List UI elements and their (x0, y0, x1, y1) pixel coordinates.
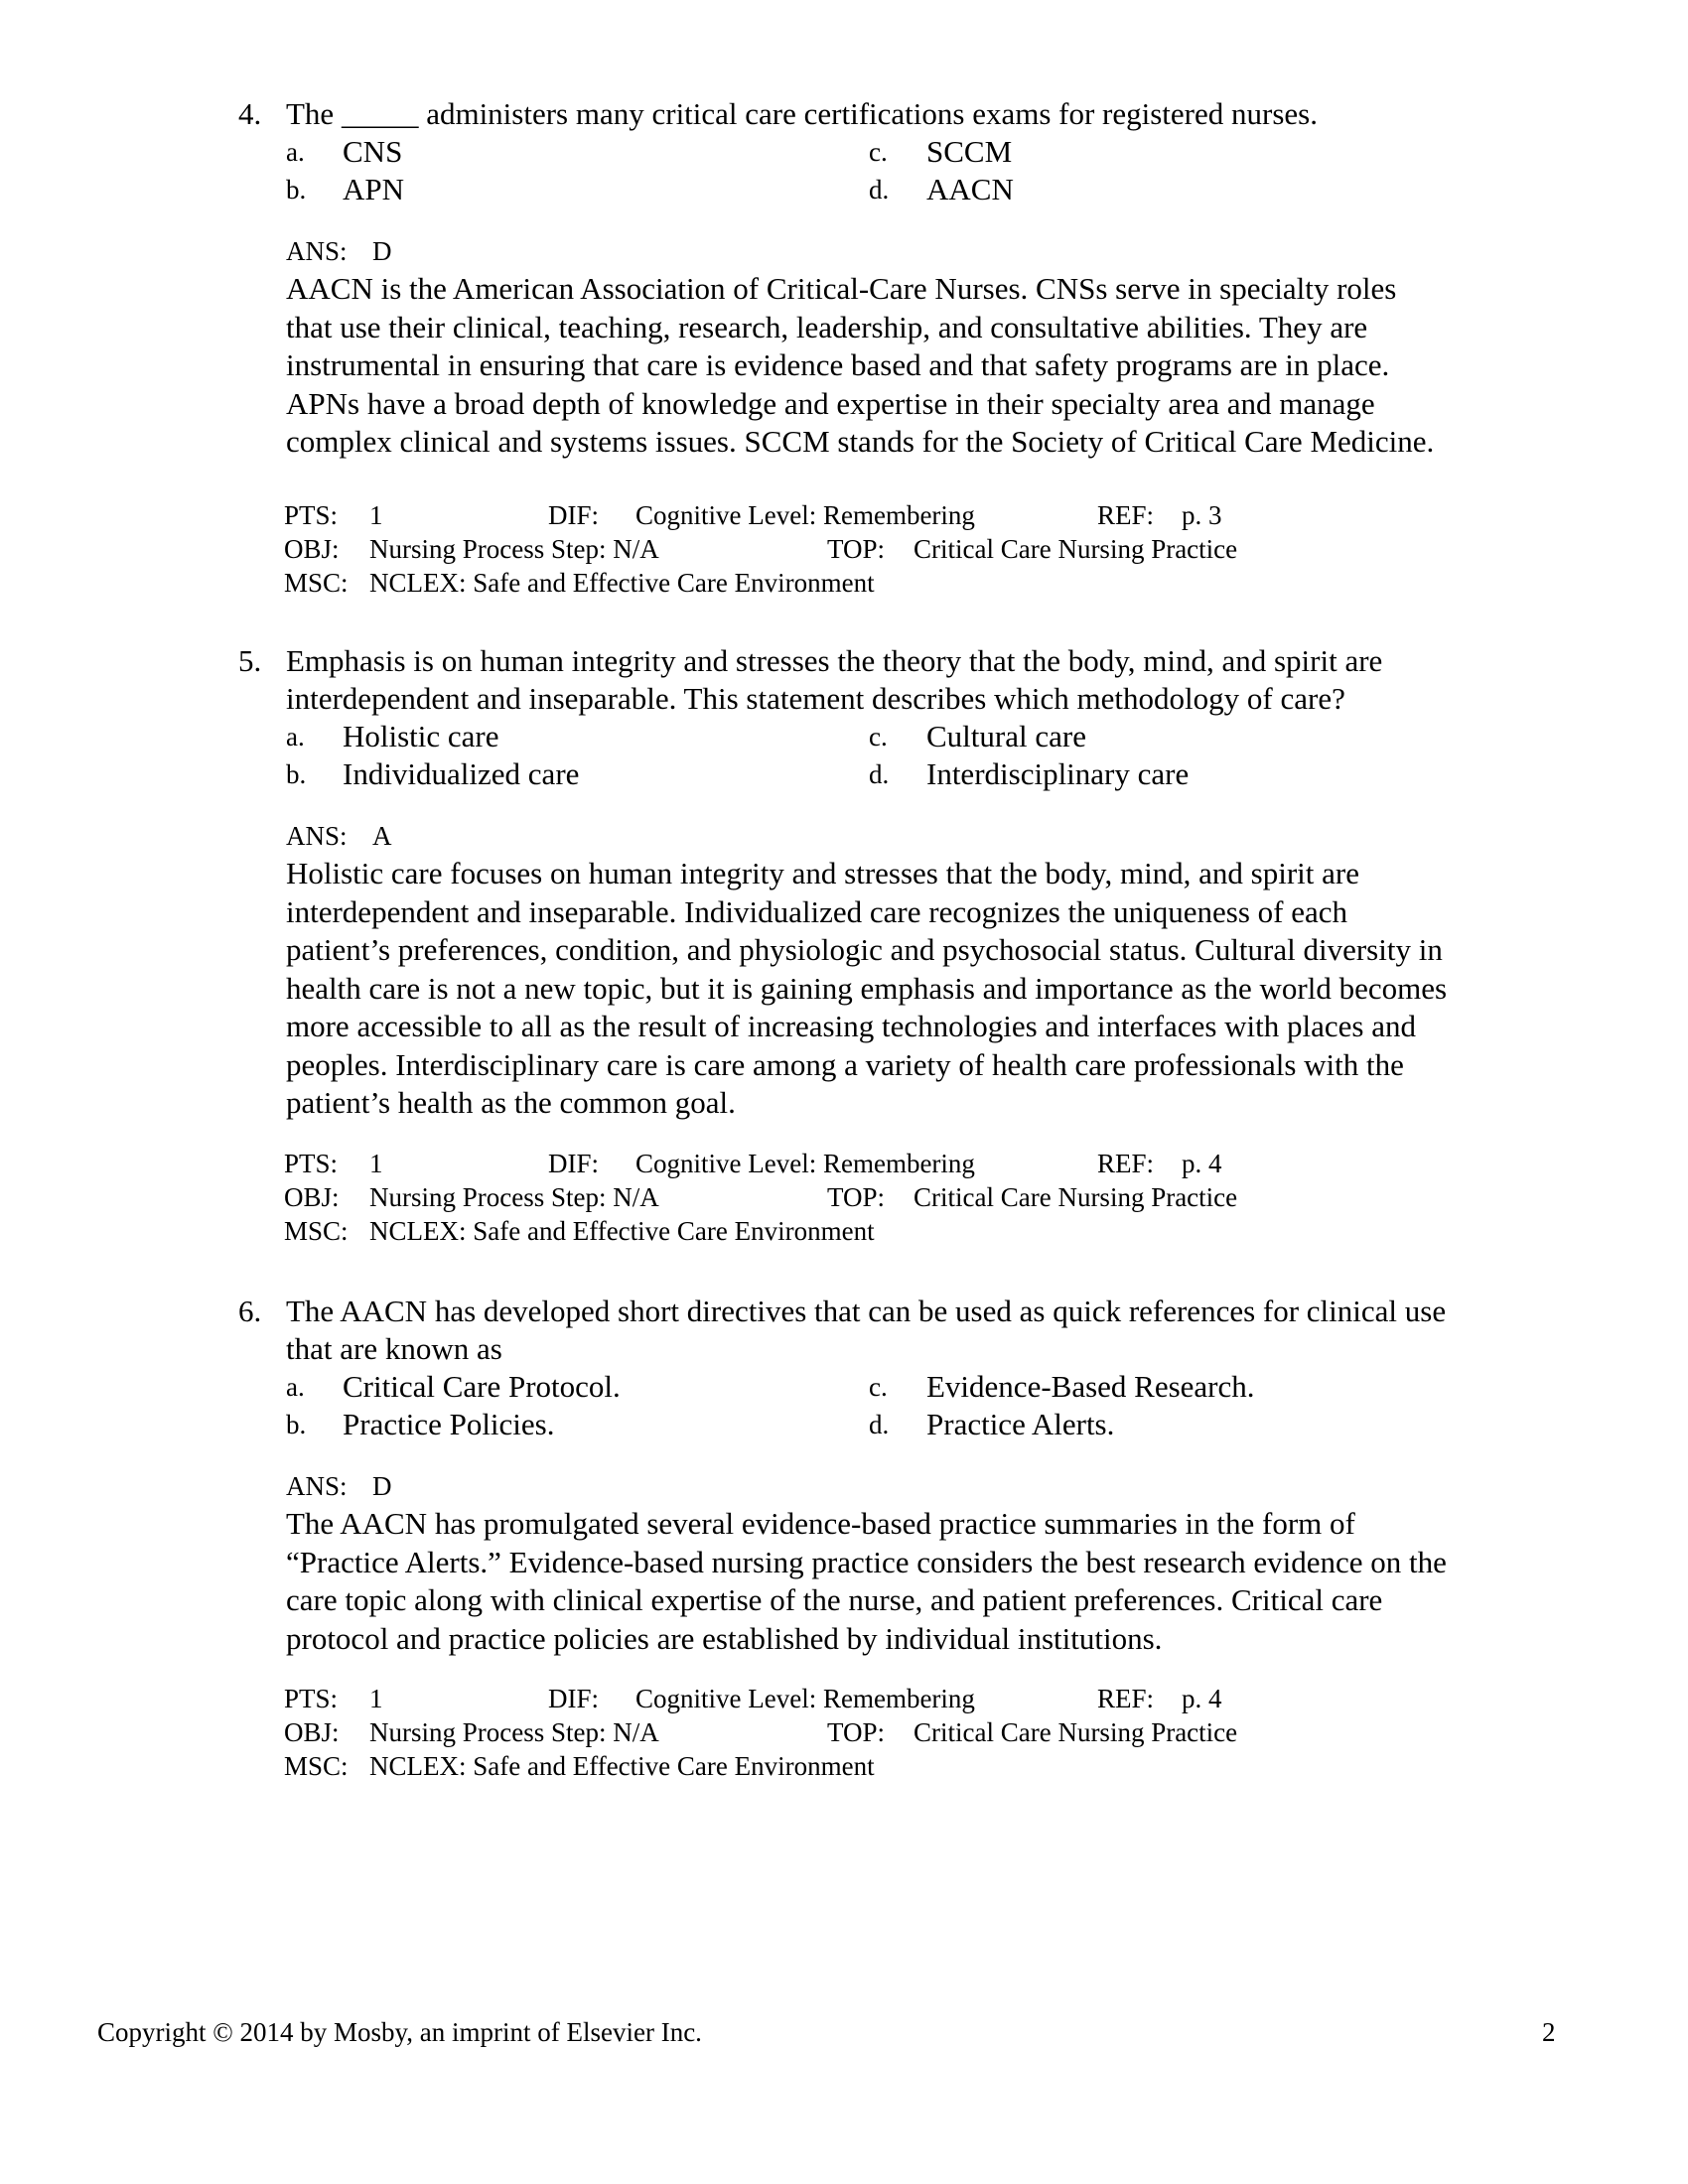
ref-value: p. 4 (1182, 1149, 1222, 1178)
obj-label: OBJ: (284, 1717, 340, 1747)
option-a-letter: a. (286, 1372, 305, 1402)
question-stem: interdependent and inseparable. This statement describes which methodology of care? (286, 681, 1345, 716)
question-stem: Emphasis is on human integrity and stresses the theory that the body, mind, and spirit are (286, 643, 1383, 678)
pts-label: PTS: (284, 500, 339, 530)
question-stem: that are known as (286, 1331, 502, 1366)
option-c-text: Cultural care (926, 719, 1086, 753)
option-b-letter: b. (286, 175, 307, 205)
option-b-letter: b. (286, 759, 307, 789)
option-a-letter: a. (286, 137, 305, 167)
ref-value: p. 3 (1182, 500, 1222, 530)
top-value: Critical Care Nursing Practice (914, 534, 1238, 564)
option-c-letter: c. (869, 1372, 888, 1402)
option-b-text: Practice Policies. (343, 1407, 555, 1441)
option-a-letter: a. (286, 722, 305, 751)
answer-label: ANS: (286, 1471, 348, 1501)
rationale-line: The AACN has promulgated several evidence-based practice summaries in the form of (286, 1506, 1355, 1541)
answer-value: D (372, 1471, 392, 1501)
pts-label: PTS: (284, 1684, 339, 1713)
rationale-line: patient’s preferences, condition, and physiologic and psychosocial status. Cultural diversity in (286, 932, 1443, 967)
msc-label: MSC: (284, 1751, 349, 1781)
option-b-text: APN (343, 172, 405, 206)
answer-label: ANS: (286, 236, 348, 266)
top-value: Critical Care Nursing Practice (914, 1717, 1238, 1747)
pts-value: 1 (369, 1149, 383, 1178)
rationale-line: APNs have a broad depth of knowledge and expertise in their specialty area and manage (286, 385, 1375, 421)
question-number: 4. (238, 96, 262, 131)
rationale-line: care topic along with clinical expertise of the nurse, and patient preferences. Critical care (286, 1582, 1383, 1617)
option-b-text: Individualized care (343, 756, 580, 791)
dif-value: Cognitive Level: Remembering (635, 1684, 975, 1713)
rationale-line: that use their clinical, teaching, research, leadership, and consultative abilities. They are (286, 309, 1368, 344)
rationale-line: patient’s health as the common goal. (286, 1085, 736, 1120)
ref-label: REF: (1097, 1684, 1155, 1713)
question-number: 5. (238, 643, 262, 678)
msc-value: NCLEX: Safe and Effective Care Environment (369, 568, 875, 598)
page-number: 2 (1542, 2017, 1556, 2047)
msc-label: MSC: (284, 568, 349, 598)
option-a-text: Holistic care (343, 719, 499, 753)
question-number: 6. (238, 1294, 262, 1328)
obj-value: Nursing Process Step: N/A (369, 1182, 659, 1212)
option-a-text: Critical Care Protocol. (343, 1369, 621, 1404)
option-d-letter: d. (869, 175, 890, 205)
msc-label: MSC: (284, 1216, 349, 1246)
msc-value: NCLEX: Safe and Effective Care Environment (369, 1216, 875, 1246)
option-d-text: Practice Alerts. (926, 1407, 1115, 1441)
option-d-text: Interdisciplinary care (926, 756, 1190, 791)
option-c-letter: c. (869, 137, 888, 167)
question-stem: The _____ administers many critical care certifications exams for registered nurses. (286, 96, 1318, 131)
top-label: TOP: (827, 1717, 886, 1747)
copyright-notice: Copyright © 2014 by Mosby, an imprint of Elsevier Inc. (97, 2017, 702, 2047)
rationale-line: “Practice Alerts.” Evidence-based nursing practice considers the best research evidence on the (286, 1544, 1447, 1579)
question-stem: The AACN has developed short directives that can be used as quick references for clinical use (286, 1294, 1447, 1328)
msc-value: NCLEX: Safe and Effective Care Environment (369, 1751, 875, 1781)
rationale-line: peoples. Interdisciplinary care is care among a variety of health care professionals with the (286, 1046, 1404, 1082)
answer-value: A (372, 821, 392, 851)
pts-value: 1 (369, 500, 383, 530)
dif-value: Cognitive Level: Remembering (635, 1149, 975, 1178)
option-c-text: Evidence-Based Research. (926, 1369, 1255, 1404)
rationale-line: interdependent and inseparable. Individualized care recognizes the uniqueness of each (286, 893, 1348, 929)
top-label: TOP: (827, 534, 886, 564)
option-d-letter: d. (869, 1410, 890, 1439)
obj-label: OBJ: (284, 534, 340, 564)
option-c-text: SCCM (926, 134, 1013, 169)
top-value: Critical Care Nursing Practice (914, 1182, 1238, 1212)
rationale-line: more accessible to all as the result of increasing technologies and interfaces with places and (286, 1009, 1416, 1043)
rationale-line: health care is not a new topic, but it is gaining emphasis and importance as the world becomes (286, 970, 1448, 1006)
rationale-line: protocol and practice policies are established by individual institutions. (286, 1620, 1163, 1656)
ref-label: REF: (1097, 500, 1155, 530)
rationale-line: instrumental in ensuring that care is evidence based and that safety programs are in place. (286, 347, 1390, 382)
dif-label: DIF: (548, 1684, 600, 1713)
obj-label: OBJ: (284, 1182, 340, 1212)
ref-value: p. 4 (1182, 1684, 1222, 1713)
pts-value: 1 (369, 1684, 383, 1713)
option-d-text: AACN (926, 172, 1014, 206)
option-c-letter: c. (869, 722, 888, 751)
dif-value: Cognitive Level: Remembering (635, 500, 975, 530)
pts-label: PTS: (284, 1149, 339, 1178)
option-a-text: CNS (343, 134, 403, 169)
answer-value: D (372, 236, 392, 266)
option-b-letter: b. (286, 1410, 307, 1439)
top-label: TOP: (827, 1182, 886, 1212)
obj-value: Nursing Process Step: N/A (369, 1717, 659, 1747)
rationale-line: AACN is the American Association of Critical-Care Nurses. CNSs serve in specialty roles (286, 271, 1397, 306)
dif-label: DIF: (548, 1149, 600, 1178)
rationale-line: Holistic care focuses on human integrity and stresses that the body, mind, and spirit are (286, 856, 1360, 890)
obj-value: Nursing Process Step: N/A (369, 534, 659, 564)
rationale-line: complex clinical and systems issues. SCCM stands for the Society of Critical Care Medicine. (286, 424, 1435, 459)
ref-label: REF: (1097, 1149, 1155, 1178)
option-d-letter: d. (869, 759, 890, 789)
dif-label: DIF: (548, 500, 600, 530)
answer-label: ANS: (286, 821, 348, 851)
